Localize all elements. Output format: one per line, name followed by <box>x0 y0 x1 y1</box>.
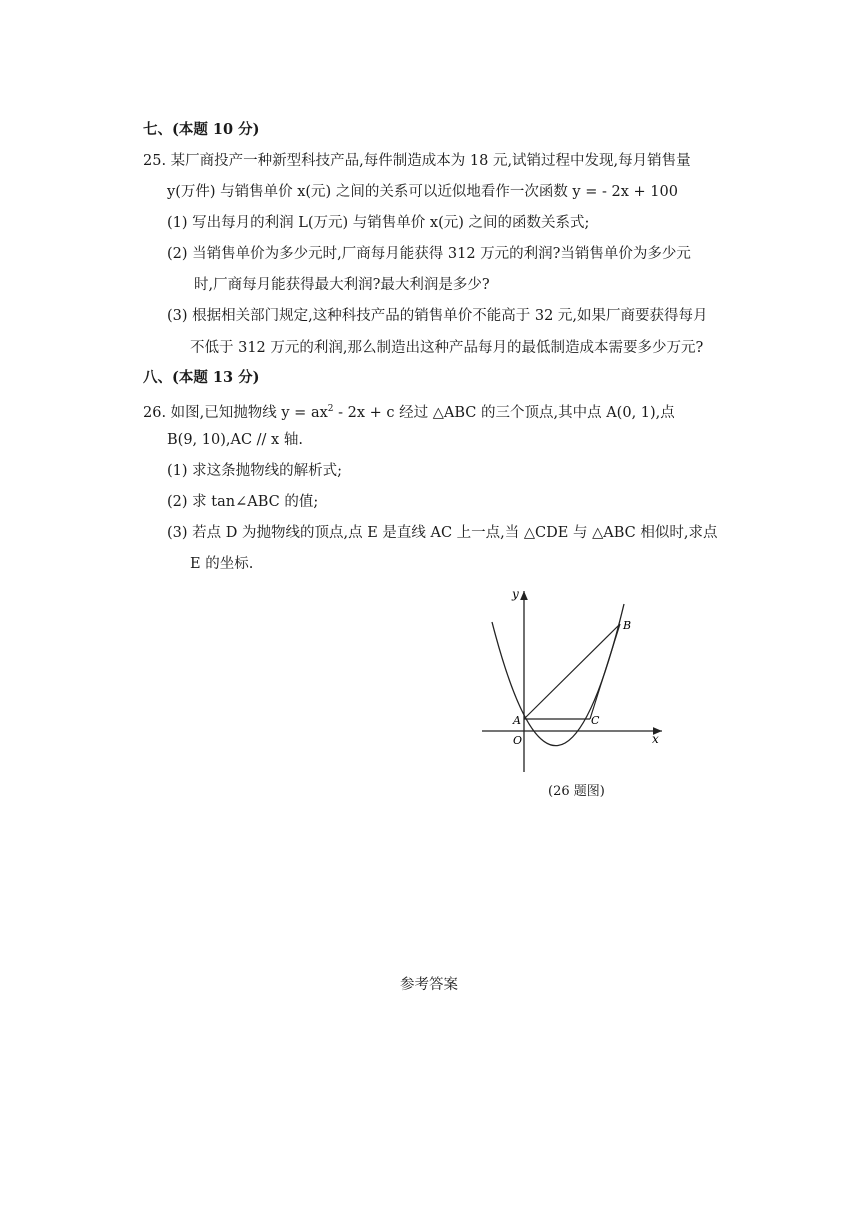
q26-part2: (2) 求 tan∠ABC 的值; <box>167 494 319 510</box>
label-a: A <box>513 714 521 727</box>
label-o: O <box>513 734 523 747</box>
q26-line1-sup: 2 <box>327 404 334 414</box>
section7-header: 七、(本题 10 分) <box>143 121 260 138</box>
figure-caption: (26 题图) <box>548 784 605 799</box>
q25-part3a: (3) 根据相关部门规定,这种科技产品的销售单价不能高于 32 元,如果厂商要获得每月 <box>167 308 708 324</box>
q25-part1: (1) 写出每月的利润 L(万元) 与销售单价 x(元) 之间的函数关系式; <box>167 215 590 231</box>
label-c: C <box>591 714 600 727</box>
parabola-figure <box>478 584 670 776</box>
q26-part3b: E 的坐标. <box>190 556 254 572</box>
q26-line1 <box>143 399 675 423</box>
section8-header: 八、(本题 13 分) <box>143 369 260 386</box>
q26-line1-pre: 26. 如图,已知抛物线 y = ax <box>143 404 328 421</box>
label-y: y <box>512 587 519 601</box>
q26-line1-post: - 2x + c 经过 △ABC 的三个顶点,其中点 A(0, 1),点 <box>333 404 675 421</box>
q25-part2b: 时,厂商每月能获得最大利润?最大利润是多少? <box>194 277 490 293</box>
answer-title: 参考答案 <box>400 977 458 993</box>
q25-part3b: 不低于 312 万元的利润,那么制造出这种产品每月的最低制造成本需要多少万元? <box>190 340 704 356</box>
q25-line1: 25. 某厂商投产一种新型科技产品,每件制造成本为 18 元,试销过程中发现,每月销售量 <box>143 153 691 169</box>
q25-line2: y(万件) 与销售单价 x(元) 之间的关系可以近似地看作一次函数 y = - 2x + 100 <box>167 184 678 200</box>
q26-part1: (1) 求这条抛物线的解析式; <box>167 463 343 479</box>
label-b: B <box>623 619 632 632</box>
q25-part2a: (2) 当销售单价为多少元时,厂商每月能获得 312 万元的利润?当销售单价为多少元 <box>167 246 691 262</box>
q26-part3a: (3) 若点 D 为抛物线的顶点,点 E 是直线 AC 上一点,当 △CDE 与 △ABC 相似时,求点 <box>167 525 718 541</box>
q26-line2: B(9, 10),AC // x 轴. <box>167 432 303 448</box>
label-x: x <box>652 732 659 746</box>
